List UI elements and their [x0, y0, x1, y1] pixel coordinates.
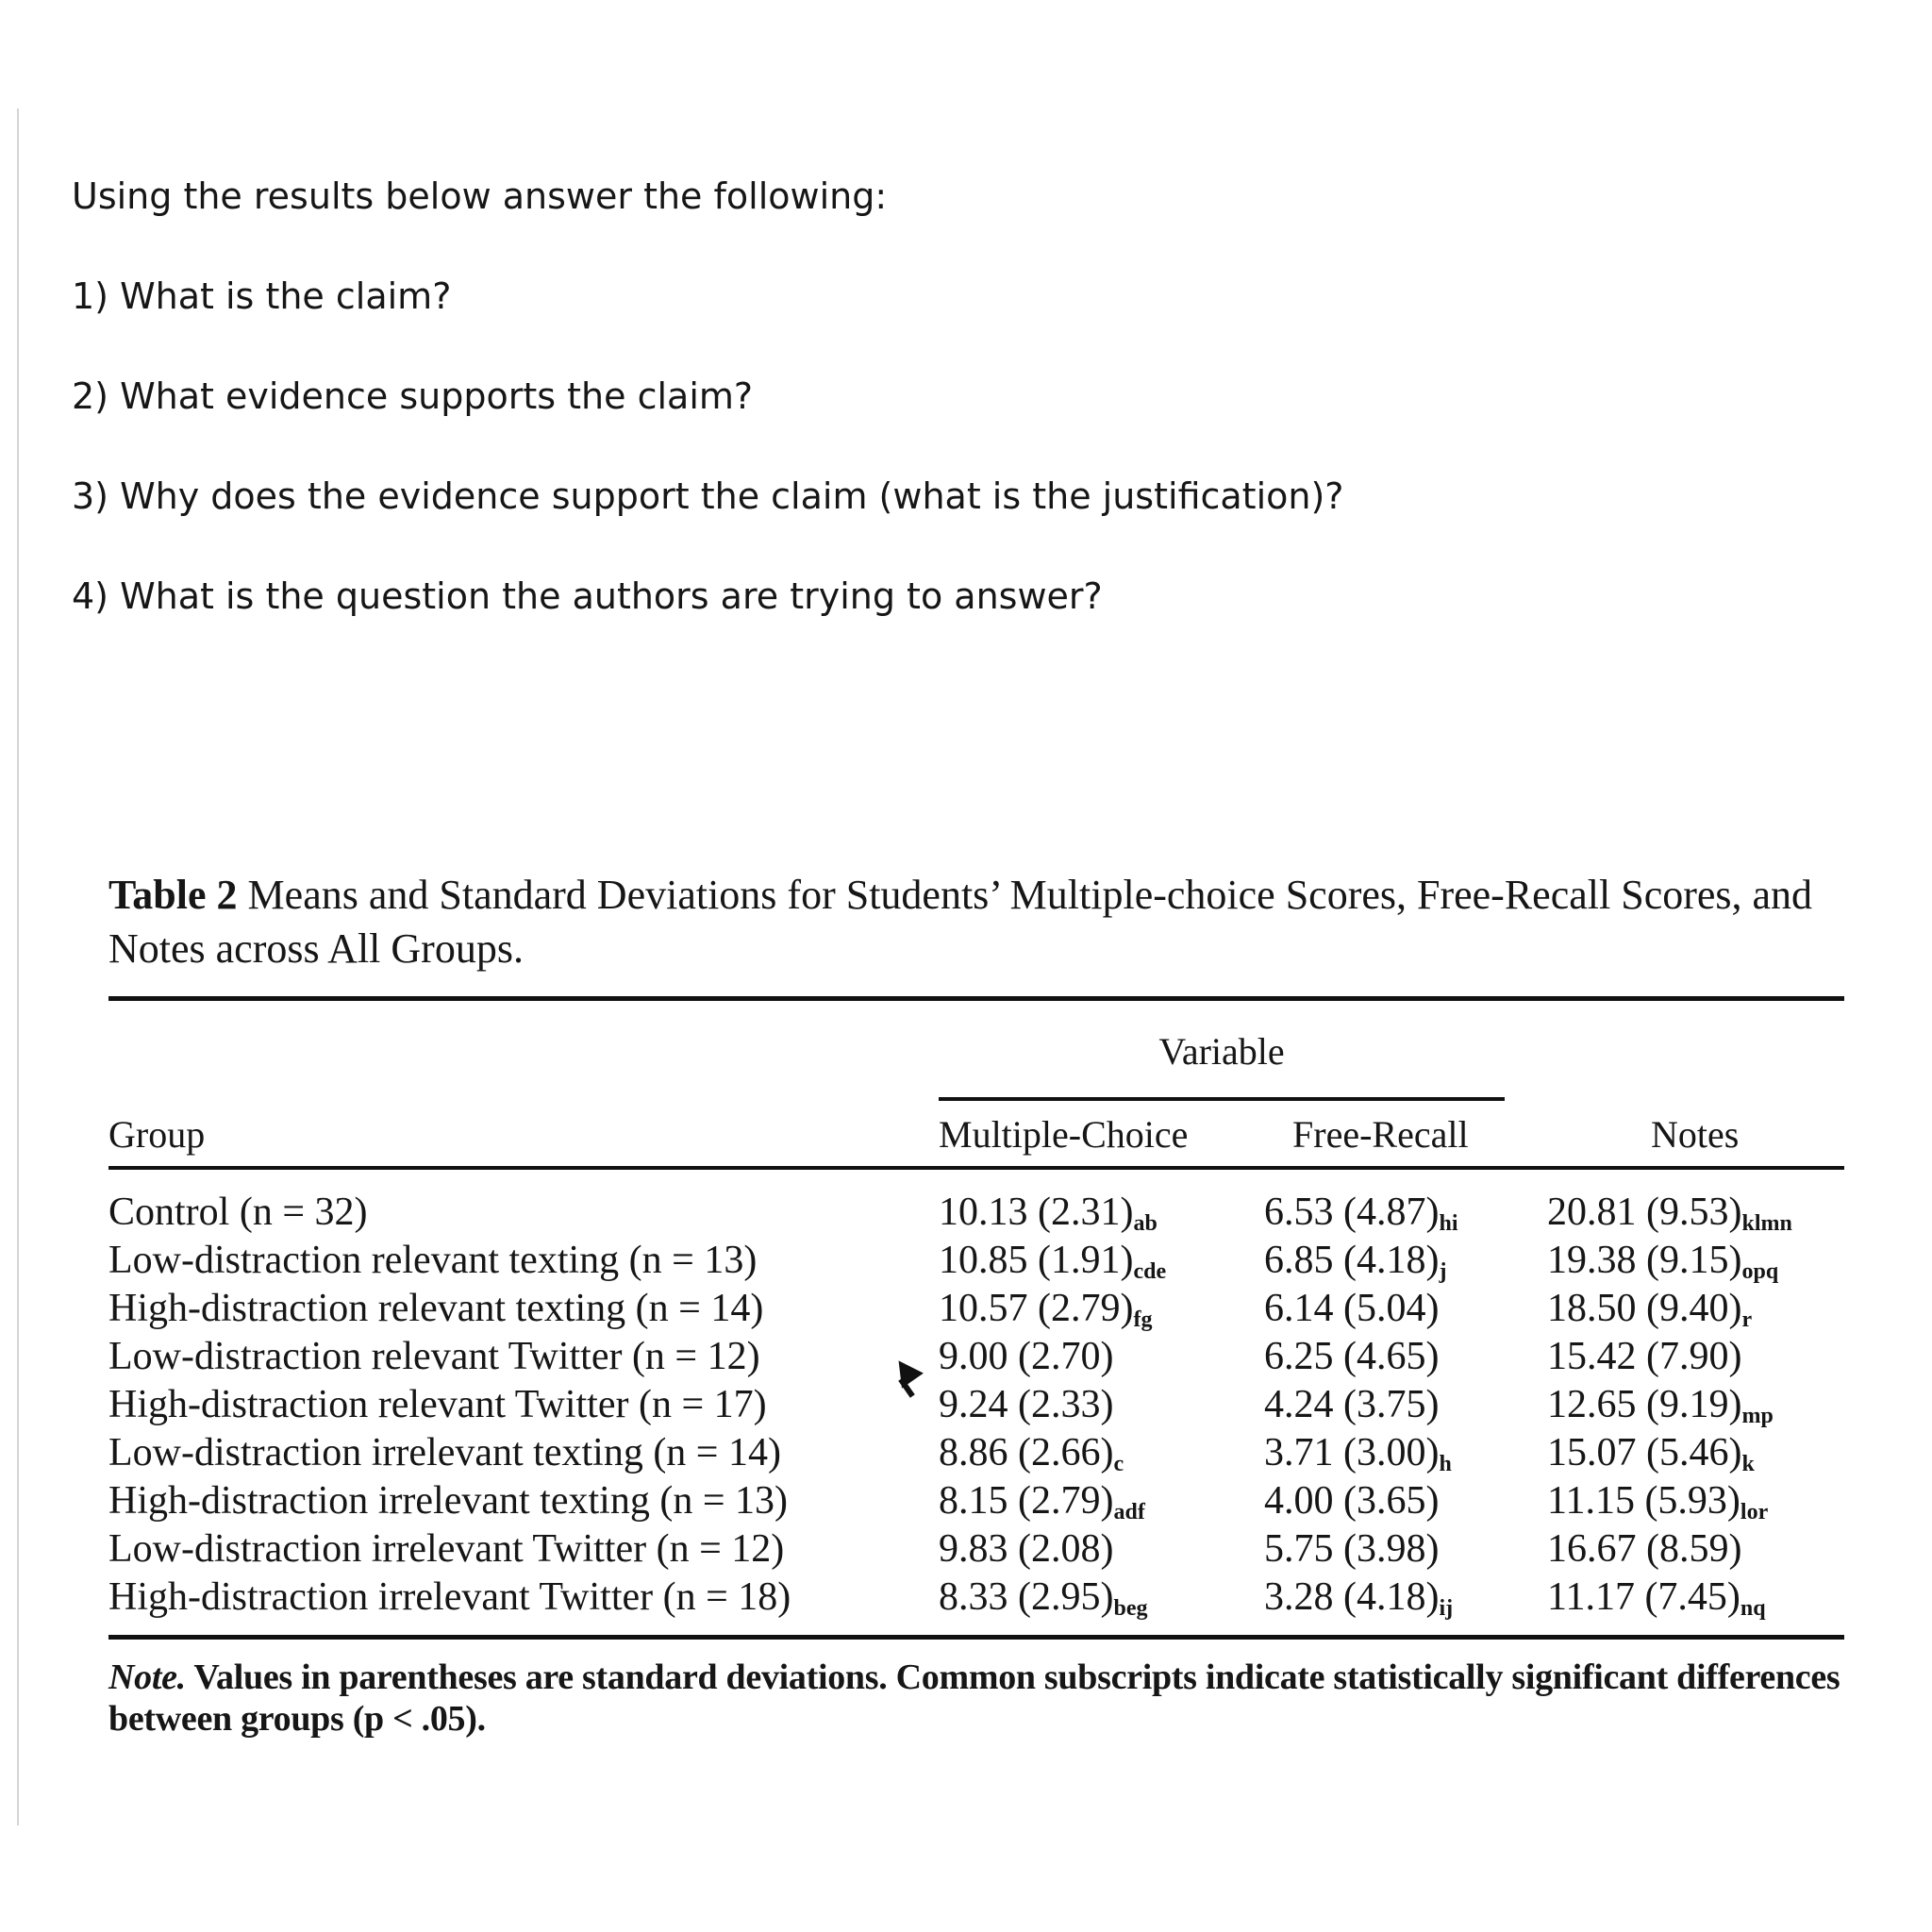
- variable-rule: [939, 1097, 1505, 1101]
- cell-mc: [939, 1237, 1264, 1285]
- cell-group: [108, 1381, 939, 1429]
- table-caption-label: Table 2: [108, 872, 238, 918]
- cell-notes-value: 11.17 (7.45): [1547, 1575, 1740, 1619]
- cell-notes: [1547, 1574, 1844, 1622]
- cell-mc-subscript: ab: [1133, 1211, 1158, 1236]
- table-caption: [108, 868, 1844, 975]
- variable-header: Variable: [1158, 1030, 1285, 1073]
- cell-mc: [939, 1429, 1264, 1477]
- table-note-label: Note.: [108, 1657, 186, 1697]
- cell-mc-subscript: cde: [1133, 1259, 1167, 1284]
- cell-group: [108, 1333, 939, 1381]
- cell-mc-subscript: fg: [1133, 1307, 1153, 1332]
- cell-mc-value: 8.33 (2.95): [939, 1575, 1114, 1619]
- cell-notes-subscript: klmn: [1741, 1211, 1792, 1236]
- cell-fr: [1264, 1189, 1547, 1237]
- cell-mc-value: 9.00 (2.70): [939, 1335, 1114, 1378]
- cell-fr-value: 5.75 (3.98): [1264, 1527, 1440, 1571]
- cell-mc-subscript: adf: [1113, 1500, 1145, 1524]
- cell-group: [108, 1189, 939, 1237]
- cell-notes-subscript: r: [1741, 1307, 1753, 1332]
- cell-mc-value: 10.85 (1.91): [939, 1239, 1134, 1282]
- cell-group: [108, 1525, 939, 1574]
- cell-mc-value: 10.57 (2.79): [939, 1287, 1134, 1330]
- cell-group-value: High-distraction irrelevant texting (n = 13): [108, 1479, 788, 1523]
- cell-fr-subscript: hi: [1439, 1211, 1458, 1236]
- cell-group-value: High-distraction relevant texting (n = 14): [108, 1287, 764, 1330]
- table-note-text: Values in parentheses are standard deviations. Common subscripts indicate statistically significant differences between groups (p < .05).: [108, 1657, 1840, 1739]
- cell-notes: [1547, 1189, 1844, 1237]
- cell-notes-value: 15.42 (7.90): [1547, 1335, 1742, 1378]
- cell-group: [108, 1574, 939, 1622]
- table-body: [108, 1189, 1844, 1622]
- results-table: [108, 868, 1844, 1775]
- cell-group: [108, 1429, 939, 1477]
- cell-mc-subscript: beg: [1113, 1596, 1148, 1621]
- cell-fr-value: 6.53 (4.87): [1264, 1191, 1440, 1234]
- cell-notes-value: 20.81 (9.53): [1547, 1191, 1742, 1234]
- cell-fr: [1264, 1525, 1547, 1574]
- cell-fr-value: 4.24 (3.75): [1264, 1383, 1440, 1426]
- cell-notes-value: 16.67 (8.59): [1547, 1527, 1742, 1571]
- question-list: [72, 172, 1675, 672]
- cell-notes-value: 12.65 (9.19): [1547, 1383, 1742, 1426]
- cell-notes-value: 19.38 (9.15): [1547, 1239, 1742, 1282]
- cell-fr-value: 3.28 (4.18): [1264, 1575, 1440, 1619]
- cell-mc-value: 8.86 (2.66): [939, 1431, 1114, 1474]
- cell-mc-value: 9.83 (2.08): [939, 1527, 1114, 1571]
- column-header-notes: Notes: [1651, 1113, 1740, 1156]
- cell-notes: [1547, 1237, 1844, 1285]
- data-table: [108, 1189, 1844, 1622]
- cell-mc-subscript: c: [1113, 1452, 1124, 1476]
- table-row: [108, 1189, 1844, 1237]
- cell-notes: [1547, 1285, 1844, 1333]
- cell-group-value: Low-distraction irrelevant Twitter (n = 12): [108, 1527, 785, 1571]
- table-row: [108, 1381, 1844, 1429]
- column-header-free-recall: Free-Recall: [1292, 1113, 1469, 1156]
- cell-group-value: High-distraction relevant Twitter (n = 17): [108, 1383, 767, 1426]
- table-bottom-rule: [108, 1635, 1844, 1640]
- table-note: [108, 1657, 1844, 1740]
- table-caption-text: Means and Standard Deviations for Students’ Multiple-choice Scores, Free-Recall Scores, and Notes across All Groups.: [108, 872, 1813, 972]
- cell-notes-subscript: k: [1741, 1452, 1755, 1476]
- cell-group-value: Low-distraction relevant texting (n = 13): [108, 1239, 758, 1282]
- table-row: [108, 1429, 1844, 1477]
- table-row: [108, 1574, 1844, 1622]
- cell-fr: [1264, 1477, 1547, 1525]
- table-header: [108, 1001, 1844, 1166]
- cell-fr-value: 6.25 (4.65): [1264, 1335, 1440, 1378]
- cell-notes: [1547, 1525, 1844, 1574]
- table-header-rule: [108, 1166, 1844, 1170]
- instructions: Using the results below answer the following:: [72, 175, 888, 217]
- question-1: 1) What is the claim?: [72, 275, 452, 317]
- cell-fr-value: 3.71 (3.00): [1264, 1431, 1440, 1474]
- cell-mc: [939, 1333, 1264, 1381]
- cell-group: [108, 1237, 939, 1285]
- cell-notes: [1547, 1477, 1844, 1525]
- cell-notes-subscript: nq: [1740, 1596, 1766, 1621]
- cell-mc-value: 8.15 (2.79): [939, 1479, 1114, 1523]
- cell-group: [108, 1477, 939, 1525]
- cell-notes-value: 11.15 (5.93): [1547, 1479, 1740, 1523]
- cell-fr-value: 4.00 (3.65): [1264, 1479, 1440, 1523]
- cell-fr: [1264, 1285, 1547, 1333]
- question-3: 3) Why does the evidence support the claim (what is the justification)?: [72, 475, 1344, 517]
- cell-notes: [1547, 1429, 1844, 1477]
- cell-mc: [939, 1285, 1264, 1333]
- cell-fr-subscript: ij: [1439, 1596, 1454, 1621]
- cell-notes-value: 18.50 (9.40): [1547, 1287, 1742, 1330]
- cell-fr-subscript: j: [1439, 1259, 1447, 1284]
- cell-mc: [939, 1381, 1264, 1429]
- cell-mc: [939, 1189, 1264, 1237]
- cell-group: [108, 1285, 939, 1333]
- cell-group-value: Low-distraction relevant Twitter (n = 12): [108, 1335, 760, 1378]
- cell-fr: [1264, 1381, 1547, 1429]
- cell-fr-subscript: h: [1439, 1452, 1452, 1476]
- cell-mc: [939, 1525, 1264, 1574]
- cell-fr-value: 6.14 (5.04): [1264, 1287, 1440, 1330]
- column-header-group: Group: [108, 1113, 206, 1156]
- question-2: 2) What evidence supports the claim?: [72, 375, 754, 417]
- cell-notes: [1547, 1381, 1844, 1429]
- table-row: [108, 1477, 1844, 1525]
- cell-fr: [1264, 1333, 1547, 1381]
- cell-notes: [1547, 1333, 1844, 1381]
- cell-group-value: Control (n = 32): [108, 1191, 368, 1234]
- cell-group-value: High-distraction irrelevant Twitter (n = 18): [108, 1575, 791, 1619]
- cell-notes-subscript: opq: [1741, 1259, 1779, 1284]
- cell-fr-value: 6.85 (4.18): [1264, 1239, 1440, 1282]
- cell-mc-value: 9.24 (2.33): [939, 1383, 1114, 1426]
- cell-mc: [939, 1477, 1264, 1525]
- cell-fr: [1264, 1574, 1547, 1622]
- page-edge-line: [17, 108, 19, 1825]
- cell-notes-subscript: mp: [1741, 1404, 1774, 1428]
- table-row: [108, 1333, 1844, 1381]
- cell-fr: [1264, 1429, 1547, 1477]
- cell-notes-subscript: lor: [1740, 1500, 1769, 1524]
- cell-fr: [1264, 1237, 1547, 1285]
- table-row: [108, 1237, 1844, 1285]
- table-row: [108, 1285, 1844, 1333]
- column-header-multiple-choice: Multiple-Choice: [939, 1113, 1189, 1156]
- cell-mc: [939, 1574, 1264, 1622]
- cell-group-value: Low-distraction irrelevant texting (n = 14): [108, 1431, 781, 1474]
- cell-mc-value: 10.13 (2.31): [939, 1191, 1134, 1234]
- table-row: [108, 1525, 1844, 1574]
- cell-notes-value: 15.07 (5.46): [1547, 1431, 1742, 1474]
- question-4: 4) What is the question the authors are trying to answer?: [72, 575, 1103, 617]
